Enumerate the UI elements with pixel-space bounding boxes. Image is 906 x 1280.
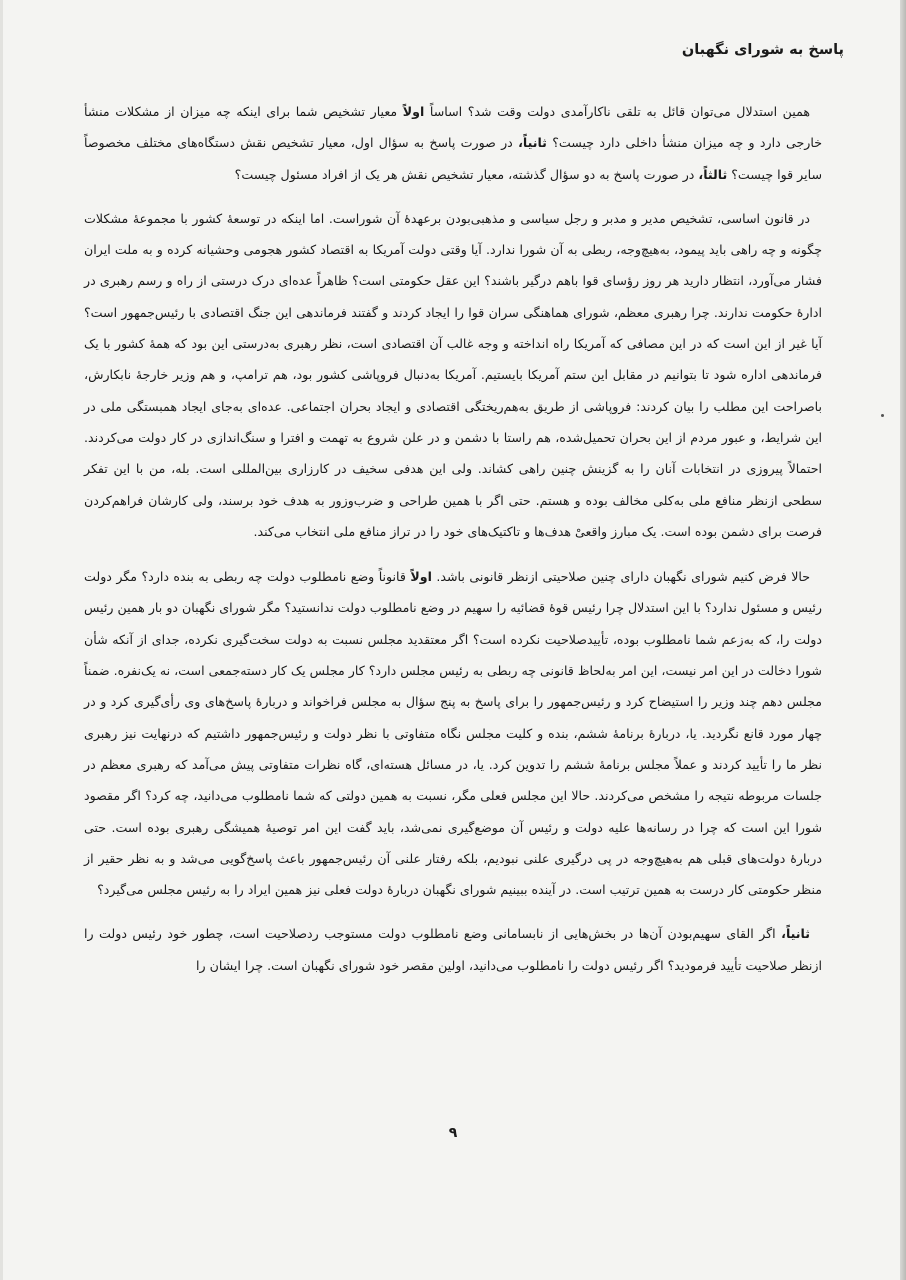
paragraph-1-text-a: همین استدلال می‌توان قائل به تلقی ناکارآمدی دولت وقت شد؟ اساساً [424,104,810,119]
paragraph-1-text-d: در صورت پاسخ به دو سؤال گذشته، معیار تشخیص نقش هر یک از افراد مسئول چیست؟ [234,166,699,182]
page-header [682,42,844,58]
header-title: پاسخ به شورای نگهبان [681,42,844,58]
paragraph-4-bold-second: ثانیاً، [781,926,810,942]
paragraph-1 [84,96,822,190]
paragraph-1-text-c: در صورت پاسخ به سؤال اول، معیار تشخیص نقش دستگاه‌های مختلف مخصوصاً سایر قوا چیست؟ [84,135,822,182]
paragraph-2: در قانون اساسی، تشخیص مدیر و مدبر و رجل سیاسی و مذهبی‌بودن برعهدهٔ آن شوراست. اما اینکه در توسعهٔ کشور با مجموعهٔ مشکلات چگونه و چه راهی باید پیمود، به‌هیچ‌وجه، ربطی به آن شورا ندارد. آیا وقتی دولت آمریکا به اقتصاد کشور هجومی وحشیانه کرده و به ملت ایران فشار می‌آورد، انتظار دارید هر روز رؤسای قوا باهم درگیر باشند؟ این عقل حکومتی است؟ ظاهراً عده‌ای درک درستی از راه و رسم رهبری در ادارهٔ حکومت ندارند. چرا رهبری معظم، شورای هماهنگی سران قوا را ایجاد کردند و گفتند فرماندهی این جنگ اقتصادی با رئیس‌جمهور است؟ آیا غیر از این است که در این مصافی که آمریکا راه انداخته و وجه غالب آن اقتصادی است، نظر رهبری به‌درستی این بود که همهٔ کشور با یک فرماندهی اداره شود تا بتوانیم در مقابل این ستم آمریکا بایستیم. آمریکا به‌دنبال فروپاشی کشور بود، هم ترامپ، و هم وزیر خارجهٔ نابکارش، باصراحت این مطلب را بیان کردند: فروپاشی از طریق به‌هم‌ریختگی اقتصادی و ایجاد بحران اجتماعی. عده‌ای به‌جای ایجاد همبستگی ملی در این شرایط، و عبور مردم از این بحران تحمیل‌شده، هم راستا با دشمن و در علن شروع به تهمت و افترا و سنگ‌اندازی در کار دولت می‌کردند. احتمالاً پیروزی در انتخابات آنان را به گزینش چنین راهی کشاند. ولی این هدفی سخیف در کارزاری بین‌المللی است. بله، من با این تفکر سطحی ازنظر منافع ملی به‌کلی مخالف بوده و هستم. حتی اگر با همین طراحی و ضرب‌وزور به هدف خود برسند، ولی کارشان فراهم‌کردن فرصت برای دشمن بوده است. یک مبارز واقعیْ هدف‌ها و تاکتیک‌های خود را در تراز منافع ملی انتخاب می‌کند. [84,210,822,539]
paragraph-1-bold-third: ثالثاً، [698,166,728,182]
page-number-value: ۹ [448,1125,458,1141]
paragraph-1-bold-second: ثانیاً، [518,135,547,151]
paragraph-3-text-a: حالا فرض کنیم شورای نگهبان دارای چنین صلاحیتی ازنظر قانونی باشد. [431,569,810,585]
paragraph-1-bold-first: اولاً [402,104,425,119]
scan-edge-right [900,0,906,1280]
page-number [0,1125,906,1141]
document-body [84,96,822,981]
paragraph-3 [84,561,822,905]
paragraph-4-text: اگر القای سهیم‌بودن آن‌ها در بخش‌هایی از نابسامانی وضع نامطلوب دولت مستوجب ردصلاحیت است، چطور خود رئیس دولت را ازنظر صلاحیت تأیید فرمودید؟ اگر رئیس دولت را نامطلوب می‌دانید، اولین مقصر خود شورای نگهبان است. چرا ایشان را [84,926,822,973]
margin-dot [881,414,884,417]
paragraph-3-bold-first: اولاً [410,569,432,585]
paragraph-3-text-b: قانوناً وضع نامطلوب دولت چه ربطی به بنده دارد؟ مگر دولت رئیس و مسئول ندارد؟ با این استدلال چرا رئیس قوهٔ قضائیه را سهیم در وضع نامطلوب دولت ندانستید؟ مگر شورای نگهبان دو بار همین رئیس دولت را، که به‌زعم شما نامطلوب بوده، تأییدصلاحیت نکرده است؟ اگر معتقدید مجلس نسبت به دولت سخت‌گیری نکرده، جدای از آنکه شأن شورا دخالت در این امر نیست، این امر به‌لحاظ قانونی چه ربطی به رئیس مجلس دارد؟ کار مجلس یک کار دسته‌جمعی است، نه یک‌نفره. ضمناً مجلس دهم چند وزیر را استیضاح کرد و رئیس‌جمهور را برای پاسخ به پنج سؤال به مجلس فراخواند و دربارهٔ پاسخ‌های وی رأی‌گیری کرد و در چهار مورد قانع نگردید. یا، دربارهٔ برنامهٔ ششم، بنده و کلیت مجلس نگاه متفاوتی با نظر دولت و رئیس‌جمهور داشتیم که درنهایت نیز رهبری نظر ما را تأیید کردند و عملاً مجلس برنامهٔ ششم را تدوین کرد. یا، در مسائل هسته‌ای، گاه نظرات متفاوتی پیش می‌آمد که رهبری معظم در جلسات مربوطه نتیجه را مشخص می‌کردند. حالا این مجلس فعلی مگر، نسبت به همین دولتی که شما نامطلوب می‌دانید، چه کرد؟ اگر مقصود شورا این است که چرا در رسانه‌ها علیه دولت و رئیس آن موضع‌گیری نمی‌شد، باید گفت این امر توصیهٔ همیشگی رهبری بوده است. حتی دربارهٔ دولت‌های قبلی هم به‌هیچ‌وجه در پی درگیری علنی نبودیم، بلکه رفتار علنی آن رئیس‌جمهور باعث پاسخ‌گویی می‌شد و به نظر حقیر از منظر حکومتی کار درست به همین ترتیب است. در آینده ببینیم شورای نگهبان دربارهٔ دولت فعلی نیز همین ایراد را به رئیس مجلس می‌گیرد؟ [84,569,822,898]
paragraph-4 [84,918,822,981]
paragraph-1-text-b: معیار تشخیص شما برای اینکه چه میزان از مشکلات منشأ خارجی دارد و چه میزان منشأ داخلی دارد چیست؟ [84,104,822,151]
scan-edge-left [0,0,3,1280]
